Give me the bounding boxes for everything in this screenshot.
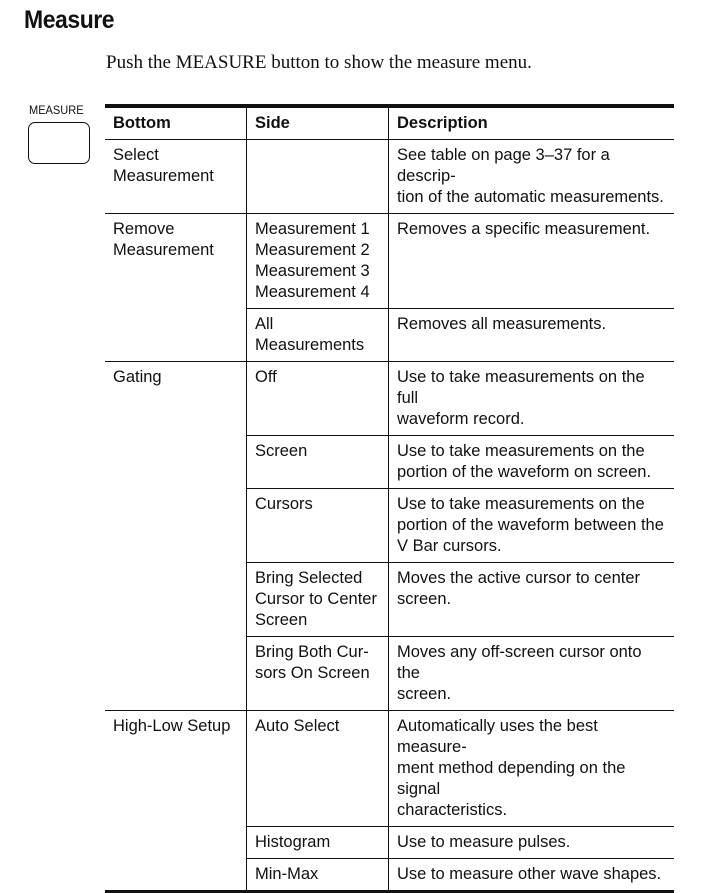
bottom-cell	[105, 309, 247, 362]
side-cell: Screen	[247, 436, 389, 489]
measure-button-label: MEASURE	[29, 103, 84, 117]
table-row	[105, 859, 674, 890]
description-cell: See table on page 3–37 for a descrip- tion of the automatic measurements.	[389, 140, 674, 214]
description-cell: Use to measure pulses.	[389, 827, 674, 859]
side-cell: Auto Select	[247, 711, 389, 827]
table-row	[105, 140, 674, 214]
side-cell: Histogram	[247, 827, 389, 859]
page-title: Measure	[24, 6, 115, 34]
table-row	[105, 637, 674, 711]
header-side: Side	[247, 108, 389, 139]
description-cell: Moves any off-screen cursor onto the screen.	[389, 637, 674, 711]
table-header-row	[105, 108, 674, 140]
description-cell: Automatically uses the best measure- ment method depending on the signal characteristics.	[389, 711, 674, 827]
side-cell: Off	[247, 362, 389, 436]
bottom-cell	[105, 489, 247, 563]
side-cell: All Measurements	[247, 309, 389, 362]
bottom-cell	[105, 827, 247, 859]
table-row	[105, 827, 674, 859]
measure-menu-table	[105, 104, 674, 893]
table-row	[105, 309, 674, 362]
table-row	[105, 362, 674, 436]
side-cell: Min-Max	[247, 859, 389, 890]
bottom-cell: Remove Measurement	[105, 214, 247, 309]
description-cell: Use to take measurements on the portion of the waveform between the V Bar cursors.	[389, 489, 674, 563]
table-row	[105, 436, 674, 489]
description-cell: Use to measure other wave shapes.	[397, 865, 662, 883]
description-cell: Removes a specific measurement.	[389, 214, 674, 309]
header-bottom: Bottom	[105, 108, 247, 139]
side-cell: Bring Selected Cursor to Center Screen	[247, 563, 389, 637]
bottom-cell	[105, 436, 247, 489]
table-row	[105, 489, 674, 563]
bottom-cell	[105, 859, 247, 890]
description-cell: Removes all measurements.	[389, 309, 674, 362]
bottom-cell	[105, 563, 247, 637]
bottom-cell	[105, 637, 247, 711]
description-cell: Use to take measurements on the full waveform record.	[389, 362, 674, 436]
bottom-cell: Select Measurement	[105, 140, 247, 214]
description-cell: Use to take measurements on the portion of the waveform on screen.	[389, 436, 674, 489]
table-row	[105, 563, 674, 637]
bottom-cell: High-Low Setup	[105, 711, 247, 827]
side-cell	[247, 140, 389, 214]
bottom-cell: Gating	[105, 362, 247, 436]
side-cell: Measurement 1 Measurement 2 Measurement 3 Measurement 4	[247, 214, 389, 309]
measure-button-icon	[28, 122, 90, 164]
description-cell: Moves the active cursor to center screen.	[389, 563, 674, 637]
side-cell: Cursors	[247, 489, 389, 563]
intro-text: Push the MEASURE button to show the measure menu.	[106, 52, 532, 73]
table-row	[105, 214, 674, 309]
header-description: Description	[397, 114, 488, 132]
side-cell: Bring Both Cur- sors On Screen	[247, 637, 389, 711]
table-row	[105, 711, 674, 827]
